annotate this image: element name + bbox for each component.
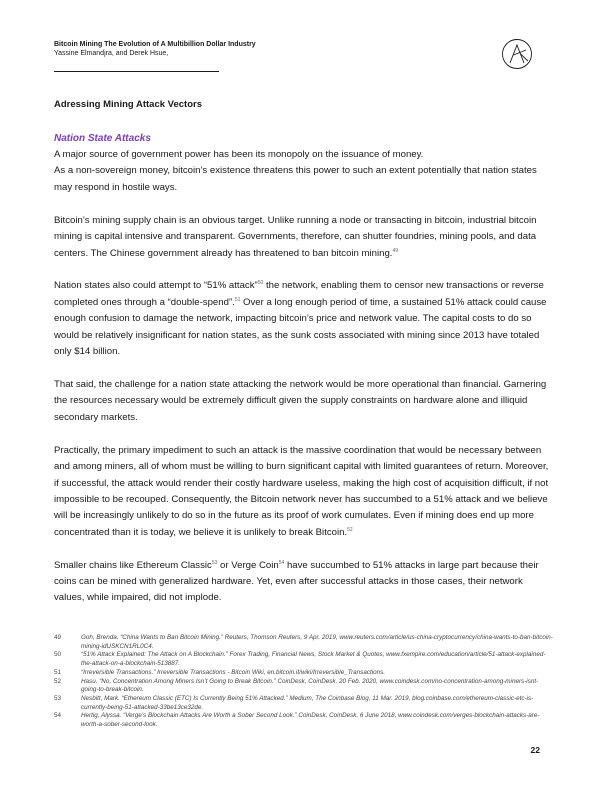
paragraph-7 [54, 558, 554, 607]
footnote [54, 634, 554, 651]
paragraph-4-text-b: the network, enabling them to censor new transactions or reverse completed ones through a “double-spend”. [54, 280, 544, 308]
footnote-ref-51[interactable]: 51 [234, 296, 241, 303]
footnote-ref-49[interactable]: 49 [392, 247, 399, 254]
footnote-ref-54[interactable]: 54 [278, 559, 285, 566]
paragraph-3 [54, 213, 554, 262]
paragraph-4-text-a: Nation states also could attempt to “51% attack” [54, 280, 258, 292]
footnote-number: 51 [54, 668, 62, 676]
footnote [54, 712, 554, 729]
header-authors: Yassine Elmandjra, and Derek Hsue, [54, 50, 169, 57]
page-number: 22 [530, 745, 540, 755]
document-header [54, 40, 256, 58]
paragraph-7-text-c: have succumbed to 51% attacks in large part because their coins can be mined with generalized hardware. Yet, even after successful attacks in those cases, their network values, while impaired, did not implode. [54, 559, 539, 604]
paragraph-4-text-c: Over a long enough period of time, a sustained 51% attack could cause enough confusion to damage the network, impacting bitcoin’s price and network value. The capital costs to do so would be relatively insignificant for nation states, as the sunk costs associated with mining since 2013 have totaled only $14 billion. [54, 296, 547, 358]
footnote-ref-52[interactable]: 52 [347, 526, 353, 533]
footnotes [54, 634, 554, 730]
footnote-text: Nesbitt, Mark. “Ethereum Classic (ETC) Is Currently Being 51% Attacked.” Medium, The Coinbase Blog, 11 Mar. 2019, blog.coinbase.com/ethereum-classic-etc-is-currently-being-51-attacked-33be13ce32de. [81, 694, 534, 711]
footnote-number: 49 [54, 634, 62, 641]
header-title: Bitcoin Mining The Evolution of A Multibillion Dollar Industry [54, 41, 256, 48]
paragraph-6 [54, 443, 554, 541]
footnote-text: “51% Attack Explained: The Attack on A Blockchain.” Forex Trading, Financial News, Stock Market & Quotes, www.fxempire.com/education/article/51-attack-explained-the-attack-on-a-blockchain-513887. [81, 651, 546, 668]
footnote-text: Hertig, Alyssa. “Verge’s Blockchain Attacks Are Worth a Sober Second Look.” CoinDesk, CoinDesk, 6 June 2018, www.coindesk.com/verges-blockchain-attacks-are-worth-a-sober-second-look. [81, 712, 540, 729]
paragraph-7-text-b: or Verge Coin [217, 559, 279, 571]
footnote-ref-50[interactable]: 50 [257, 280, 264, 287]
paragraph-2: As a non-sovereign money, bitcoin’s existence threatens this power to such an extent potentially that nation states may respond in hostile ways. [54, 165, 537, 193]
footnote-text: Hasu. “No, Concentration Among Miners Isn’t Going to Break Bitcoin.” CoinDesk, CoinDesk, 20 Feb. 2020, www.coindesk.com/no-concentration-among-miners-isnt-going-to-break-bitcoin. [81, 677, 539, 694]
footnote-number: 54 [54, 712, 62, 720]
paragraph-7-text-a: Smaller chains like Ethereum Classic [54, 559, 212, 571]
footnote [54, 695, 554, 712]
footnote-number: 53 [54, 694, 62, 702]
footnote-text: “Irreversible Transactions.” Irreversible Transactions - Bitcoin Wiki, en.bitcoin.it/wiki/Irreversible_Transactions. [81, 668, 386, 676]
footnote-number: 50 [54, 651, 62, 659]
footnote-ref-53[interactable]: 53 [211, 559, 218, 566]
paragraph-6-text: Practically, the primary impediment to such an attack is the massive coordination that would be necessary between and among miners, all of whom must be willing to burn significant capital with limited guarantees of return. Moreover, if successful, the attack would render their costly hardware useless, making the high cost of acquisition difficult, if not impossible to be recouped. Consequently, the Bitcoin network never has succumbed to a 51% attack and we believe will be increasingly unlikely to do so in the future as its proof of work cumulates. Even if mining does end up more concentrated than it is today, we believe it is unlikely to break Bitcoin. [54, 444, 549, 538]
ark-logo-icon [501, 38, 533, 70]
footnote [54, 669, 554, 678]
footnote [54, 651, 554, 668]
footnote-number: 52 [54, 677, 62, 685]
paragraph-5: That said, the challenge for a nation state attacking the network would be more operational than financial. Garnering the resources necessary would be extremely difficult given the supply constraints on hardware alone and illiquid secondary markets. [54, 378, 547, 423]
footnote [54, 678, 554, 695]
main-content [54, 99, 554, 623]
subsection-heading: Nation State Attacks [54, 133, 151, 144]
paragraph-4 [54, 278, 554, 360]
paragraph-3-text: Bitcoin’s mining supply chain is an obvious target. Unlike running a node or transacting in bitcoin, industrial bitcoin mining is capital intensive and transparent. Governments, therefore, can shutter foundries, mining pools, and data centers. The Chinese government already has threatened to ban bitcoin mining. [54, 214, 537, 259]
header-divider [54, 71, 219, 72]
paragraph-1: A major source of government power has been its monopoly on the issuance of money. [54, 149, 424, 160]
footnote-text: Goh, Brenda. “China Wants to Ban Bitcoin Mining.” Reuters, Thomson Reuters, 9 Apr. 2019, www.reuters.com/article/us-china-cryptocurrency/china-wants-to-ban-bitcoin-mining-idUSKCN1RL0C4. [81, 634, 553, 650]
section-heading: Adressing Mining Attack Vectors [54, 99, 202, 110]
